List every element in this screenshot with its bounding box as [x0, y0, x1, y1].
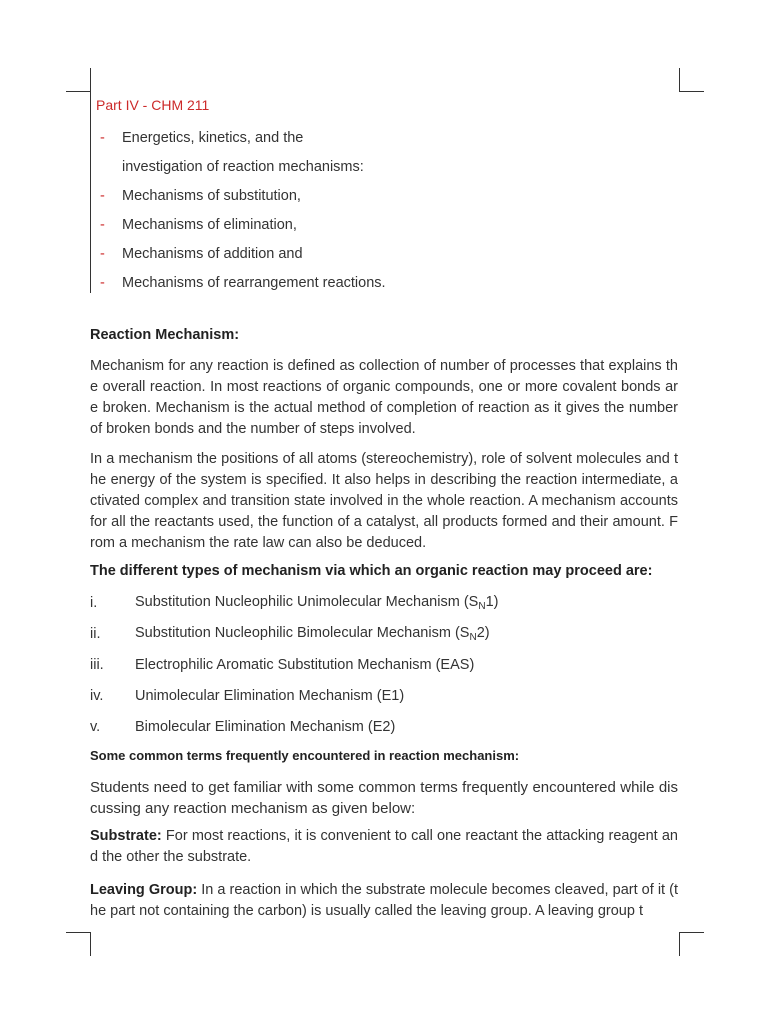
crop-mark-bottom-right-v: [679, 932, 680, 956]
substrate-definition: Substrate: For most reactions, it is convenient to call one reactant the attacking reagent and the other the substrate.: [90, 828, 678, 865]
list-item: - Mechanisms of rearrangement reactions.: [100, 275, 386, 291]
list-item: - Mechanisms of addition and: [100, 246, 303, 262]
common-terms-heading: Some common terms frequently encountered in reaction mechanism:: [90, 748, 520, 763]
reaction-mechanism-heading: Reaction Mechanism:: [90, 327, 240, 343]
list-item: ii. Substitution Nucleophilic Bimolecular Mechanism $(S_N2)$: [90, 624, 490, 643]
leaving-group-definition: Leaving Group: In a reaction in which the substrate molecule becomes cleaved, part of it (the part not containing the carbon) is usually called the leaving group. A leaving group t: [90, 882, 678, 919]
paragraph-details: In a mechanism the positions of all atoms (stereochemistry), role of solvent molecules and the energy of the system is specified. It also helps in describing the reaction intermediate, activated complex and transition state involved in the whole reaction. A mechanism accounts for all the reactants used, the function of a catalyst, all products formed and their amount. From a mechanism the rate law can also be deduced.: [90, 451, 678, 551]
topic-bullet-list: [100, 124, 680, 298]
list-item: iii. Electrophilic Aromatic Substitution Mechanism (EAS): [90, 656, 475, 673]
crop-mark-bottom-left-h: [66, 932, 91, 933]
leaving-group-term: Leaving Group:: [90, 882, 198, 898]
list-item: iv. Unimolecular Elimination Mechanism (E1): [90, 687, 405, 704]
crop-mark-top-left-h: [66, 91, 91, 92]
mechanism-list: [90, 587, 678, 742]
list-item: - Mechanisms of elimination,: [100, 217, 297, 233]
substrate-term: Substrate:: [90, 828, 162, 844]
list-item: v. Bimolecular Elimination Mechanism (E2): [90, 718, 396, 735]
crop-mark-top-right-h: [679, 91, 704, 92]
mechanism-types-heading: The different types of mechanism via which an organic reaction may proceed are:: [90, 563, 653, 579]
crop-mark-top-left-v: [90, 68, 91, 293]
part-title: Part IV - CHM 211: [96, 97, 210, 113]
list-item: - Energetics, kinetics, and the: [100, 130, 304, 146]
crop-mark-bottom-left-v: [90, 932, 91, 956]
list-item: i. Substitution Nucleophilic Unimolecular Mechanism $(S_N1)$: [90, 593, 499, 612]
crop-mark-top-right-v: [679, 68, 680, 92]
paragraph-intro-terms: Students need to get familiar with some common terms frequently encountered while discussing any reaction mechanism as given below:: [90, 779, 678, 817]
paragraph-definition: Mechanism for any reaction is defined as collection of number of processes that explains the overall reaction. In most reactions of organic compounds, one or more covalent bonds are broken. Mechanism is the actual method of completion of reaction as it gives the number of broken bonds and the number of steps involved.: [90, 358, 678, 437]
list-item: - Mechanisms of substitution,: [100, 188, 301, 204]
list-item: investigation of reaction mechanisms:: [122, 159, 364, 175]
crop-mark-bottom-right-h: [679, 932, 704, 933]
